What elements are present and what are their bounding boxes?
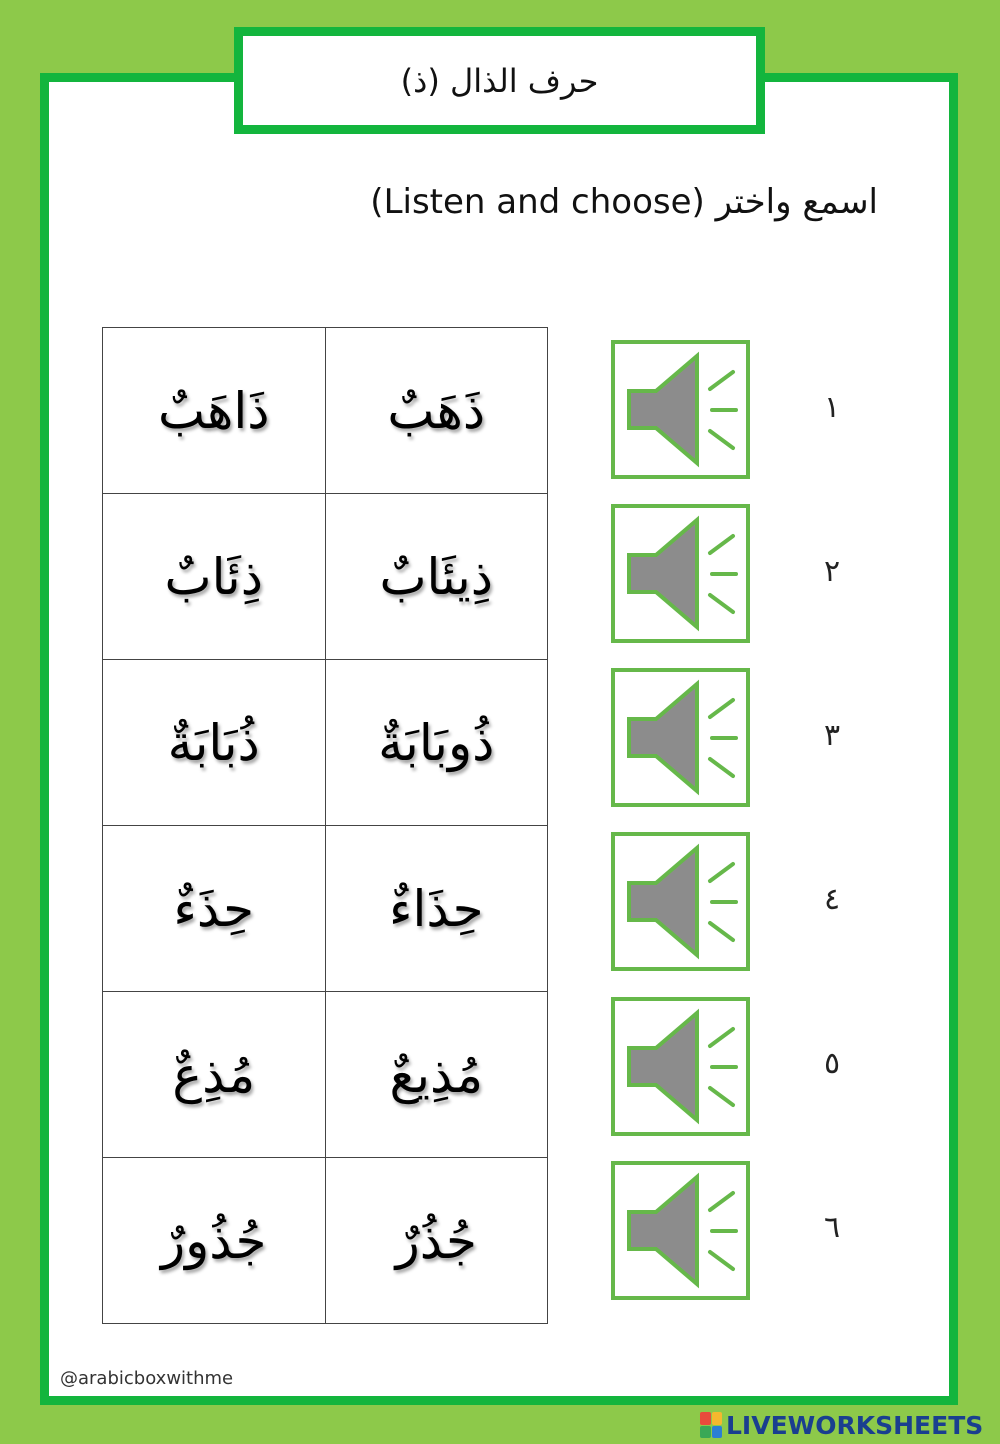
- brand-name: LIVEWORKSHEETS: [726, 1410, 984, 1440]
- table-row: [103, 992, 548, 1158]
- play-audio-button-2[interactable]: [611, 504, 750, 643]
- table-row: [103, 328, 548, 494]
- word-choice-left-3[interactable]: ذُبَابَةٌ: [103, 660, 326, 826]
- word-choice-left-6[interactable]: جُذُورٌ: [103, 1158, 326, 1324]
- play-audio-button-6[interactable]: [611, 1161, 750, 1300]
- author-handle: @arabicboxwithme: [60, 1368, 234, 1389]
- word-choice-right-4[interactable]: حِذَاءٌ: [325, 826, 548, 992]
- row-number-3: ٣: [823, 718, 841, 753]
- word-choice-left-5[interactable]: مُذِعٌ: [103, 992, 326, 1158]
- word-choice-right-5[interactable]: مُذِيعٌ: [325, 992, 548, 1158]
- page-title-text: حرف الذال (ذ): [400, 61, 599, 100]
- instruction-text: اسمع واختر (Listen and choose): [370, 182, 878, 222]
- word-choice-left-1[interactable]: ذَاهَبٌ: [103, 328, 326, 494]
- word-choice-right-6[interactable]: جُذُرٌ: [325, 1158, 548, 1324]
- brand-logo[interactable]: [700, 1407, 983, 1443]
- word-choice-right-2[interactable]: ذِيئَابٌ: [325, 494, 548, 660]
- word-choice-left-4[interactable]: حِذَءٌ: [103, 826, 326, 992]
- speaker-icon: [615, 508, 746, 639]
- play-audio-button-1[interactable]: [611, 340, 750, 479]
- table-row: [103, 826, 548, 992]
- table-row: [103, 494, 548, 660]
- speaker-icon: [615, 1165, 746, 1296]
- speaker-icon: [615, 672, 746, 803]
- play-audio-button-5[interactable]: [611, 997, 750, 1136]
- speaker-icon: [615, 836, 746, 967]
- speaker-icon: [615, 344, 746, 475]
- speaker-icon: [615, 1001, 746, 1132]
- play-audio-button-3[interactable]: [611, 668, 750, 807]
- row-number-6: ٦: [823, 1210, 841, 1245]
- word-choice-right-3[interactable]: ذُوبَابَةٌ: [325, 660, 548, 826]
- page-title: [234, 27, 765, 134]
- word-choice-right-1[interactable]: ذَهَبٌ: [325, 328, 548, 494]
- brand-mark-icon: [700, 1412, 722, 1438]
- table-row: [103, 1158, 548, 1324]
- word-choice-table: [102, 327, 548, 1324]
- row-number-1: ١: [823, 390, 841, 425]
- word-choice-left-2[interactable]: ذِئَابٌ: [103, 494, 326, 660]
- row-number-5: ٥: [823, 1046, 841, 1081]
- row-number-2: ٢: [823, 554, 841, 589]
- play-audio-button-4[interactable]: [611, 832, 750, 971]
- table-row: [103, 660, 548, 826]
- row-number-4: ٤: [823, 882, 841, 917]
